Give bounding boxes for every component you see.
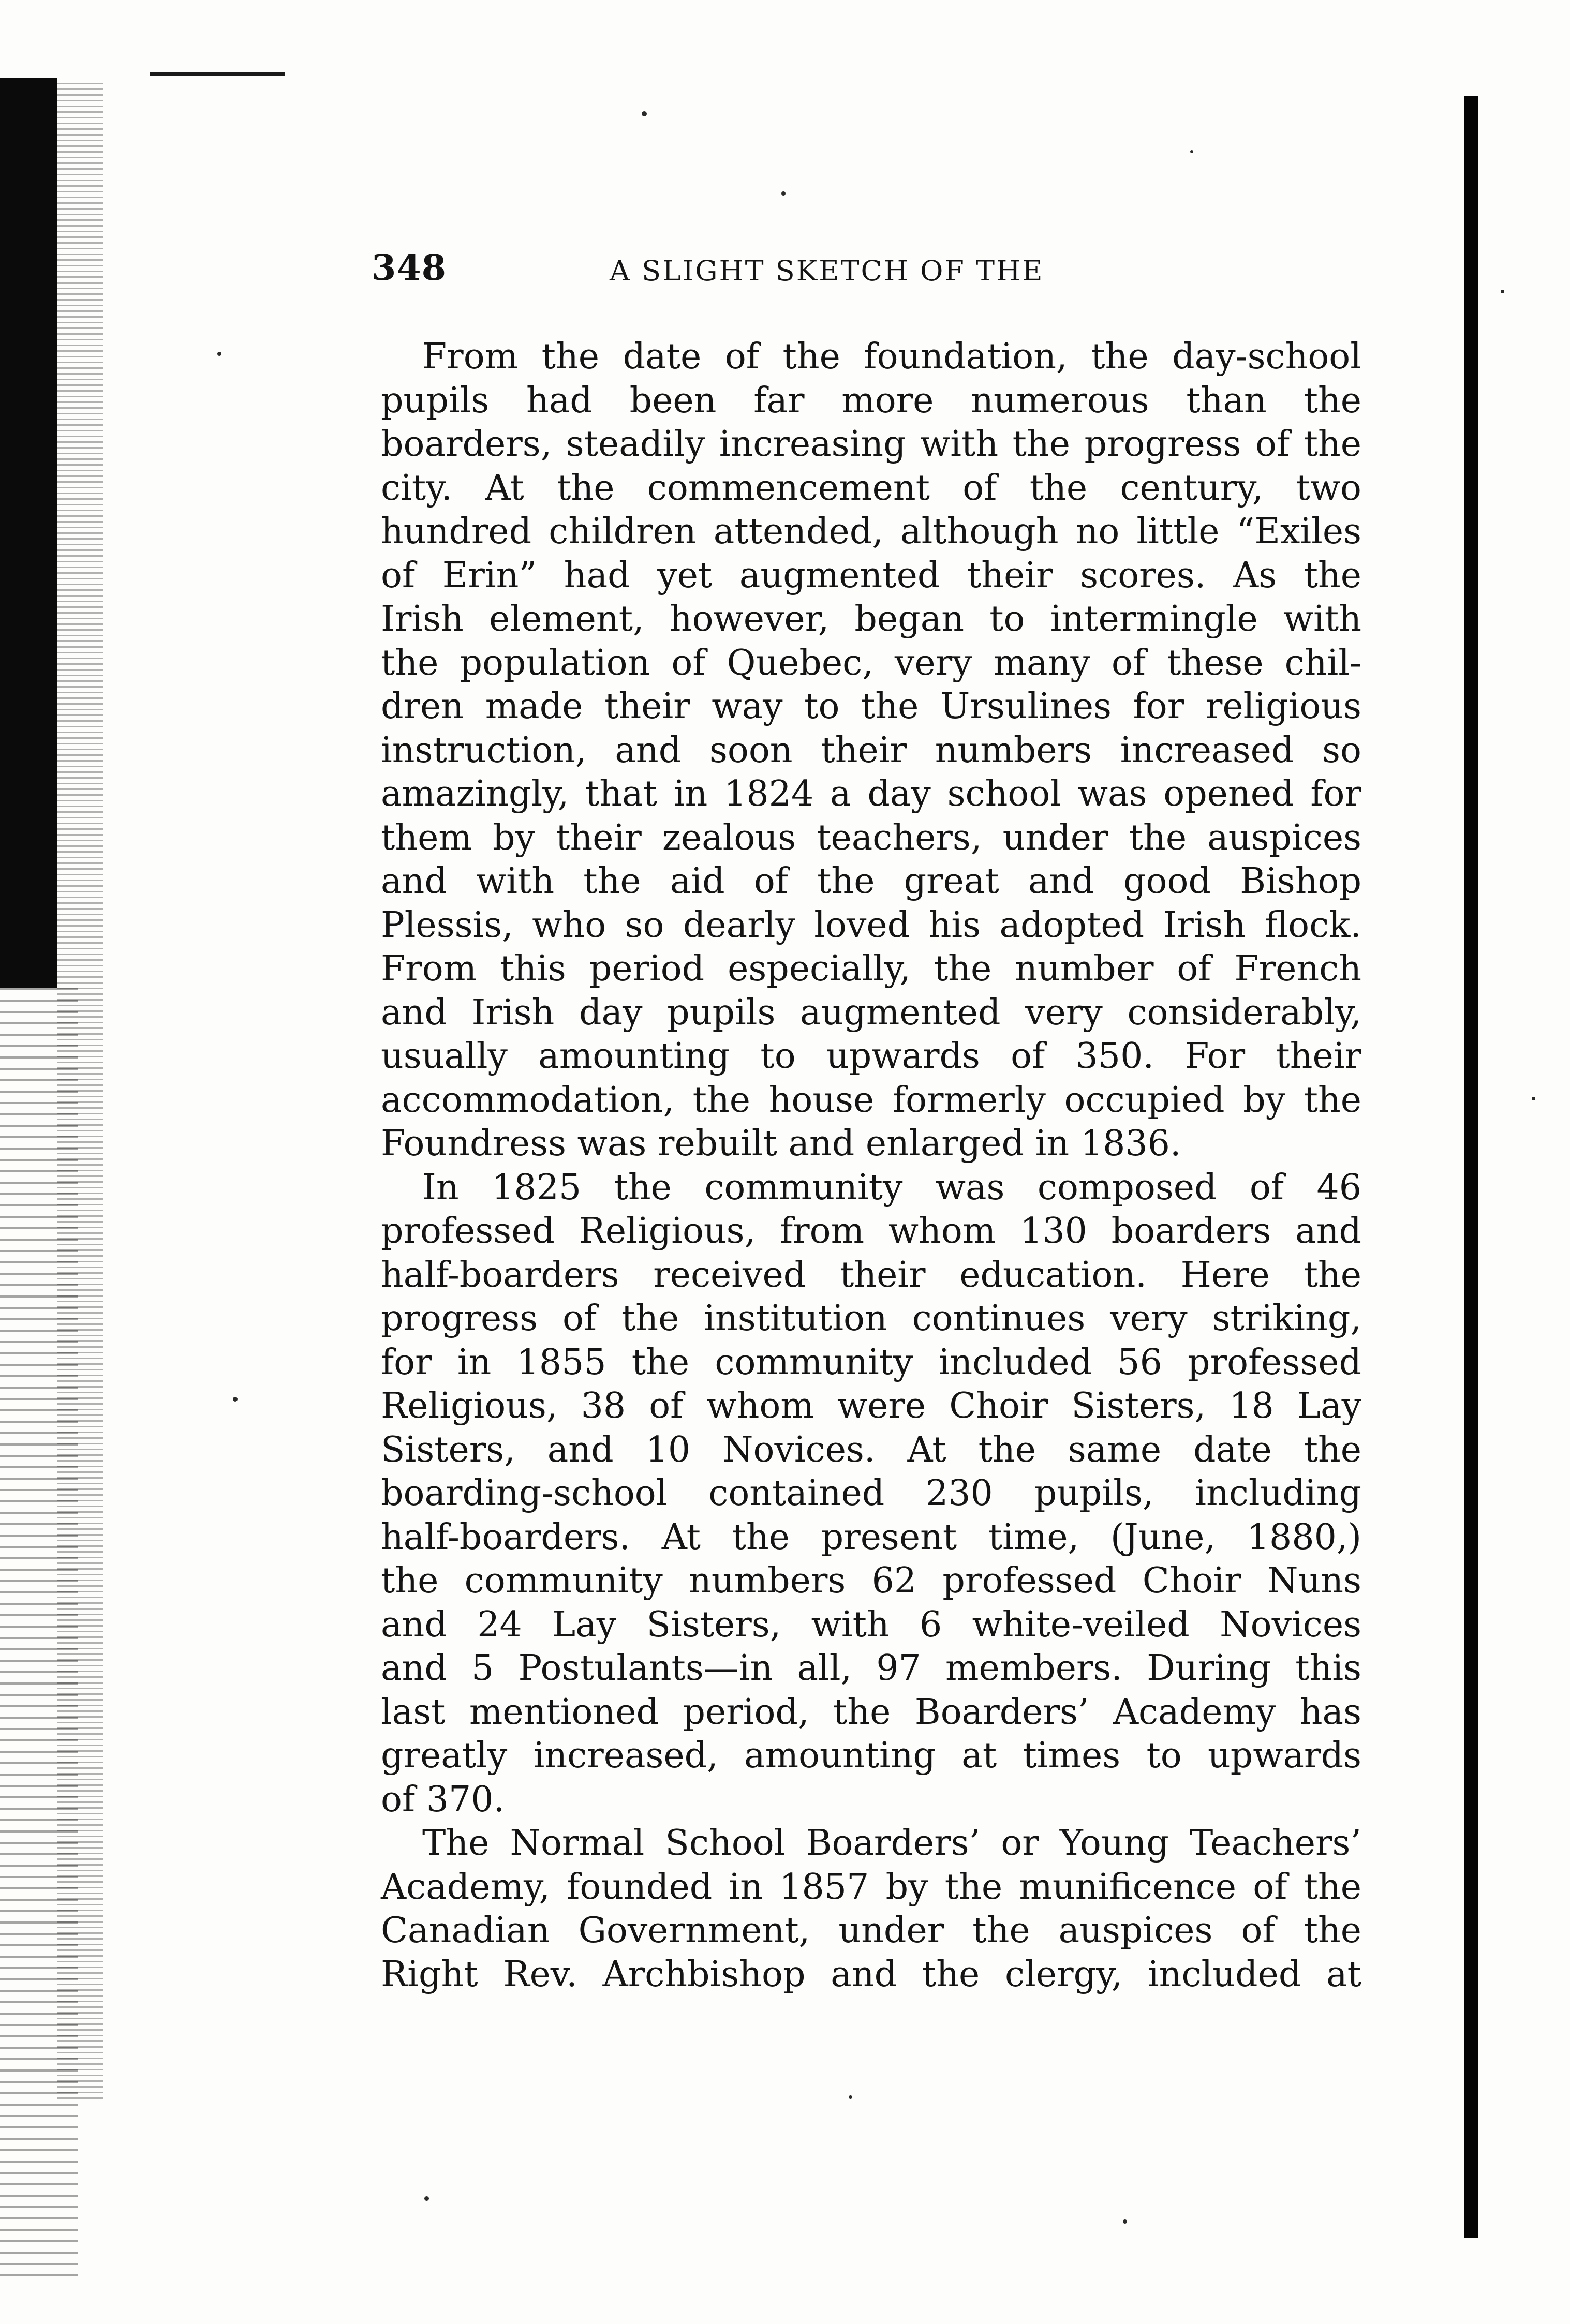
text-line: of 370. <box>381 1779 505 1820</box>
text-line: half-boarders. At the present time, (June, 1880,) <box>381 1516 1361 1558</box>
text-line: hundred children attended, although no little “Exiles <box>381 511 1361 552</box>
text-line: The Normal School Boarders’ or Young Teachers’ <box>422 1823 1361 1864</box>
text-line: of Erin” had yet augmented their scores. As the <box>381 555 1361 596</box>
scan-speck <box>233 1397 238 1402</box>
text-line: city. At the commencement of the century, two <box>381 467 1361 509</box>
page-header <box>372 247 1122 299</box>
text-line: Irish element, however, began to intermingle with <box>381 599 1361 639</box>
text-line: half-boarders received their education. Here the <box>381 1254 1361 1295</box>
text-line: In 1825 the community was composed of 46 <box>422 1167 1361 1208</box>
text-line: From the date of the foundation, the day-school <box>422 336 1361 377</box>
text-line: From this period especially, the number of French <box>381 948 1361 989</box>
text-line: boarding-school contained 230 pupils, including <box>381 1473 1361 1514</box>
text-line: them by their zealous teachers, under the auspices <box>381 817 1361 858</box>
text-line: progress of the institution continues very striking, <box>381 1298 1361 1339</box>
text-line: boarders, steadily increasing with the progress of the <box>381 424 1361 465</box>
text-line: greatly increased, amounting at times to upwards <box>381 1735 1361 1776</box>
scan-speck <box>1123 2219 1127 2224</box>
text-line: dren made their way to the Ursulines for religious <box>381 686 1361 727</box>
text-line: and 24 Lay Sisters, with 6 white-veiled Novices <box>381 1604 1361 1645</box>
left-binding-texture-lower <box>0 988 78 2282</box>
text-line: usually amounting to upwards of 350. For their <box>381 1036 1361 1077</box>
text-line: Plessis, who so dearly loved his adopted Irish flock. <box>381 904 1361 946</box>
scan-speck <box>1501 290 1504 293</box>
text-line: the community numbers 62 professed Choir Nuns <box>381 1560 1361 1601</box>
text-line: and 5 Postulants—in all, 97 members. During this <box>381 1648 1361 1689</box>
text-line: last mentioned period, the Boarders’ Academy has <box>381 1691 1361 1733</box>
scan-speck <box>642 111 647 116</box>
text-line: and with the aid of the great and good Bishop <box>381 861 1361 902</box>
text-line: accommodation, the house formerly occupied by the <box>381 1079 1361 1121</box>
right-margin-bar <box>1464 96 1478 2238</box>
page-number: 348 <box>372 247 447 289</box>
text-line: Foundress was rebuilt and enlarged in 1836. <box>381 1123 1181 1164</box>
text-line: professed Religious, from whom 130 boarders and <box>381 1211 1361 1252</box>
scan-speck <box>424 2196 429 2201</box>
scan-speck <box>217 352 221 356</box>
text-line: the population of Quebec, very many of these chil- <box>381 642 1361 683</box>
text-line: and Irish day pupils augmented very considerably, <box>381 992 1361 1033</box>
text-line: pupils had been far more numerous than the <box>381 380 1361 421</box>
scan-speck <box>849 2095 852 2099</box>
running-title: A SLIGHT SKETCH OF THE <box>610 255 1044 287</box>
text-line: for in 1855 the community included 56 professed <box>381 1342 1361 1383</box>
text-line: Canadian Government, under the auspices of the <box>381 1910 1361 1951</box>
scan-speck <box>1532 1097 1535 1100</box>
text-line: amazingly, that in 1824 a day school was opened for <box>381 773 1361 814</box>
text-line: instruction, and soon their numbers increased so <box>381 729 1361 771</box>
scan-speck <box>1190 150 1193 153</box>
left-binding-shadow <box>0 78 57 988</box>
scan-speck <box>781 191 786 196</box>
top-scan-rule <box>150 72 285 76</box>
text-line: Sisters, and 10 Novices. At the same date the <box>381 1429 1361 1470</box>
body-text <box>381 335 1361 1997</box>
text-line: Right Rev. Archbishop and the clergy, included at <box>381 1954 1361 1995</box>
text-line: Academy, founded in 1857 by the munificence of the <box>381 1866 1361 1908</box>
text-line: Religious, 38 of whom were Choir Sisters, 18 Lay <box>381 1386 1361 1426</box>
